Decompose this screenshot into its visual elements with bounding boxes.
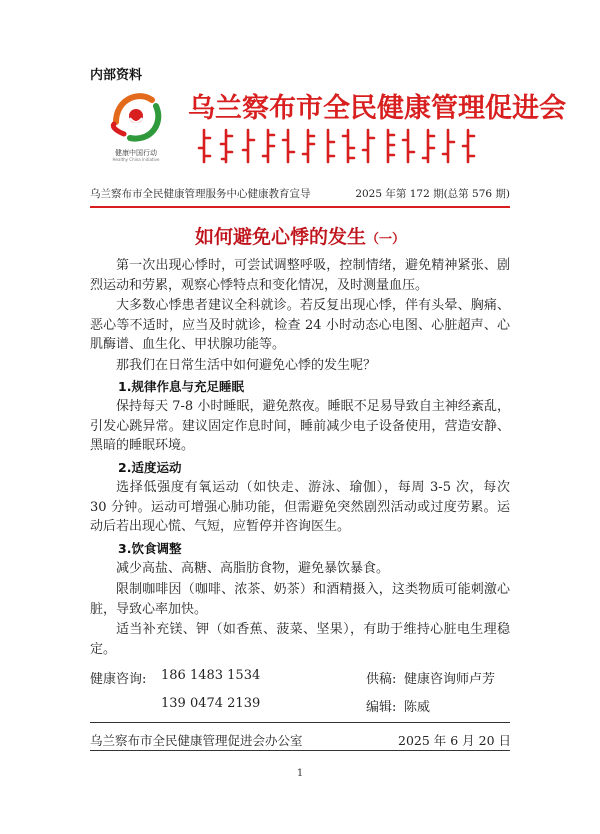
health-china-logo-icon (106, 86, 166, 146)
consult-phone-1: 186 1483 1534 (161, 668, 261, 683)
issue-line (90, 186, 510, 201)
question-paragraph: 那我们在日常生活中如何避免心悸的发生呢？ (116, 358, 377, 373)
editor-name: 陈威 (404, 700, 431, 715)
mongolian-script-title (196, 126, 486, 166)
section-exercise-paragraph: 选择低强度有氧运动（如快走、游泳、瑜伽），每周 3-5 次，每次 30 分钟。运动可增强心肺功能，但需避免突然剧烈活动或过度劳累。运动后若出现心慌、气短，应暂停并咨询医生。 (90, 480, 510, 534)
article-title (90, 222, 510, 249)
page-number: 1 (296, 768, 304, 779)
section-heading-diet: 3.饮食调整 (118, 541, 182, 556)
consult-label: 健康咨询: (90, 672, 147, 687)
footer-date: 2025 年 6 月 20 日 (398, 733, 512, 748)
supplier-name: 健康咨询师卢芳 (404, 672, 496, 687)
article-title-part: （一） (366, 232, 406, 247)
org-title: 乌兰察布市全民健康管理促进会 (188, 93, 566, 124)
logo-subtext: Healthy China Initiative (112, 157, 160, 162)
section-heading-exercise: 2.适度运动 (118, 460, 182, 475)
consult-phone-2: 139 0474 2139 (161, 696, 261, 711)
editor-label: 编辑: (366, 700, 397, 715)
internal-label: 内部资料 (90, 68, 143, 83)
supplier-label: 供稿: (366, 672, 397, 687)
intro-paragraph-2: 大多数心悸患者建议全科就诊。若反复出现心悸，伴有头晕、胸痛、恶心等不适时，应当及时就诊，检查 24 小时动态心电图、心脏超声、心肌酶谱、血生化、甲状腺功能等。 (90, 298, 510, 352)
section-sleep-paragraph: 保持每天 7-8 小时睡眠，避免熬夜。睡眠不足易导致自主神经紊乱，引发心跳异常。建议固定作息时间，睡前减少电子设备使用，营造安静、黑暗的睡眠环境。 (90, 399, 510, 453)
footer-divider-top (90, 722, 510, 723)
intro-paragraph-1: 第一次出现心悸时，可尝试调整呼吸，控制情绪，避免精神紧张、剧烈运动和劳累，观察心悸特点和变化情况，及时测量血压。 (90, 258, 510, 293)
section-heading-sleep: 1.规律作息与充足睡眠 (118, 379, 244, 394)
article-title-text: 如何避免心悸的发生 (194, 226, 366, 248)
footer-office: 乌兰察布市全民健康管理促进会办公室 (90, 733, 303, 748)
footer-divider-bottom (90, 750, 510, 751)
header-divider (90, 206, 510, 208)
section-diet-paragraph-3: 适当补充镁、钾（如香蕉、菠菜、坚果），有助于维持心脏电生理稳定。 (90, 622, 510, 657)
issue-number: 2025 年第 172 期(总第 576 期) (355, 188, 510, 200)
section-diet-paragraph-1: 减少高盐、高糖、高脂肪食物，避免暴饮暴食。 (116, 561, 390, 576)
section-diet-paragraph-2: 限制咖啡因（咖啡、浓茶、奶茶）和酒精摄入，这类物质可能刺激心脏，导致心率加快。 (90, 582, 510, 617)
issue-org: 乌兰察布市全民健康管理服务中心健康教育宣导 (90, 188, 311, 200)
logo-text: 健康中国行动 (115, 149, 157, 157)
